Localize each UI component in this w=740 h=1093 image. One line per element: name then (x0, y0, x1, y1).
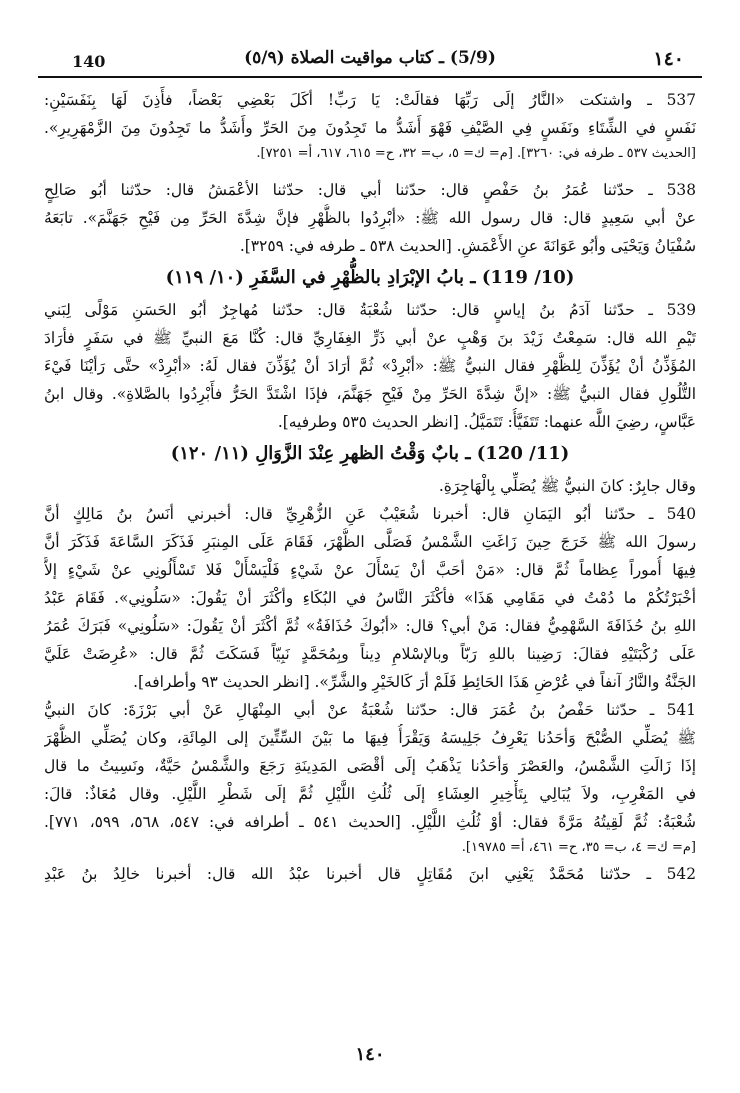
hadith-537-line-1: 537 ـ واشتكت «النَّارُ إلَى رَبِّهَا فقالَتْ: يَا رَبِّ! أكَلَ بَعْضِي بَعْضاً، فأَذِنَ لَهَا بِنَفَسَيْنِ: (44, 91, 696, 109)
page-number-latin: 140 (72, 52, 106, 71)
chapter-heading-119: (10/ 119) ـ بابُ الإبْرَادِ بالظُّهْرِ في السَّفَرِ (١٠/ ١١٩) (165, 267, 575, 288)
hadith-538-line-3: سُفْيَانُ وَيَحْيَى وأبُو عَوَانَةَ عنِ الأَعْمَشِ. [الحديث ٥٣٨ ـ طرفه في: ٣٢٥٩]. (239, 237, 696, 255)
hadith-541-reference: [م= ك= ٤، ب= ٣٥، ح= ٤٦١، أ= ١٩٧٨٥]. (461, 840, 696, 855)
hadith-542-line-1: 542 ـ حدّثنا مُحَمَّدٌ يَعْنِي ابنَ مُقَاتِلٍ قال أخبرنا عبْدُ الله قال: أخبرنا خالِدُ بنُ عَبْدِ (44, 865, 696, 883)
hadith-540-line-1: 540 ـ حدّثنا أبُو اليَمَانِ قال: أخبرنا شُعَيْبٌ عَنِ الزُّهْرِيِّ قال: أخبرني أنَسُ بنُ مَالِكٍ أنَّ (44, 505, 696, 523)
hadith-537-reference: [الحديث ٥٣٧ ـ طرفه في: ٣٢٦٠]. [م= ك= ٥، ب= ٣٢، ح= ٦١٥، ٦١٧، أ= ٧٢٥١]. (256, 146, 696, 161)
hadith-540-line-2: رسولَ الله ﷺ خَرَجَ حِينَ زَاغَتِ الشَّمْسُ فَصَلَّى الظُّهْرَ، فَقَامَ عَلَى المِنبَرِ فَذَكَرَ السَّاعَةَ فَذَكَرَ أنَّ (44, 533, 696, 551)
hadith-541-line-3: إذَا زَالَتِ الشَّمْسُ، والعَصْرَ وَأحَدُنا يَذْهَبُ إلَى أقْصَى المَدِينَةِ رَجَعَ والشَّمْسُ حَيَّةٌ، ونَسِيتُ ما قال (44, 757, 696, 775)
jabir-note: وقال جابِرٌ: كانَ النبيُّ ﷺ يُصَلِّي بِالْهَاجِرَةِ. (438, 477, 696, 495)
hadith-541-line-5: شُعْبَةُ: ثُمَّ لَقِيتُهُ مَرَّةً فقال: أوْ ثُلُثِ اللَّيْلِ. [الحديث ٥٤١ ـ أطرافه في: ٥٤٧، ٥٦٨، ٥٩٩، ٧٧١]. (44, 813, 696, 831)
page-number-arabic: ١٤٠ (653, 48, 684, 70)
hadith-540-line-6: عَلَى رُكْبَتَيْهِ فقالَ: رَضِينا باللهِ رَبّاً وبالإسْلامِ دِيناً وبِمُحَمَّدٍ نَبِيّاً فَسَكَتَ ثُمَّ قال: «عُرِضَتْ عَلَيَّ (44, 645, 696, 663)
hadith-540-line-7: الجَنَّةُ والنَّارُ آنفاً في عُرْضِ هَذَا الحَائِطِ فَلَمْ أرَ كَالخَيْرِ والشَّرِّ». [انظر الحديث ٩٣ وأطرافه]. (133, 673, 696, 691)
hadith-539-line-4: التُّلُولِ فقال النبيُّ ﷺ: «إنَّ شِدَّةَ الحَرِّ مِنْ فَيْحِ جَهَنَّمَ، فإذَا اشْتَدَّ الحَرُّ فأَبْرِدُوا بالصَّلاةِ». وقال ابنُ (44, 385, 696, 403)
footer-page-number: ١٤٠ (355, 1044, 385, 1065)
hadith-541-line-4: في المَغْرِبِ، ولاَ يُبَالِي بِتَأْخِيرِ العِشَاءِ إلَى ثُلُثِ اللَّيْلِ ثُمَّ إلَى شَطْرِ اللَّيْلِ. وقال مُعَاذٌ: قالَ: (44, 785, 696, 803)
hadith-541-line-2: ﷺ يُصَلِّي الصُّبْحَ وَأحَدُنا يَعْرِفُ جَلِيسَهُ وَيَقْرَأُ فِيهَا ما بَيْنَ السِّتِّينَ إلى المِائَةِ، وكان يُصَلِّي الظُّهْرَ (44, 729, 696, 747)
hadith-538-line-1: 538 ـ حدّثنا عُمَرُ بنُ حَفْصٍ قال: حدّثنا أبي قال: حدّثنا الأعْمَشُ قال: حدّثنا أبُو صَالِحٍ (44, 181, 696, 199)
hadith-539-line-2: تَيْمِ الله قال: سَمِعْتُ زَيْدَ بنَ وَهْبٍ عنْ أبي ذَرٍّ الغِفَارِيِّ قال: كُنَّا مَعَ النبيِّ ﷺ في سَفَرٍ فأرَادَ (44, 329, 696, 347)
hadith-539-line-3: المُؤَذِّنُ أنْ يُؤَذِّنَ لِلظُّهْرِ فقال النبيُّ ﷺ: «أبْرِدْ» ثُمَّ أرَادَ أنْ يُؤَذِّنَ فقال لَهُ: «أبْرِدْ» حتَّى رَأيْنَا فَيْءَ (44, 357, 696, 375)
page-header (38, 44, 702, 74)
page-body (44, 86, 696, 1029)
hadith-538-line-2: عنْ أبي سَعِيدٍ قال: قال رسول الله ﷺ: «أبْرِدُوا بالظُّهْرِ فإنَّ شِدَّةَ الحَرِّ مِن فَيْحِ جَهَنَّمَ». تابَعَهُ (44, 209, 696, 227)
hadith-540-line-5: اللهِ بنُ حُذَافَةَ السَّهْمِيُّ فقال: مَنْ أبي؟ قال: «أبُوكَ حُذَافَةُ» ثُمَّ أكْثَرَ أنْ يَقُولَ: «سَلُونِي» فَبَرَكَ عُمَرُ (44, 617, 696, 635)
hadith-541-line-1: 541 ـ حدّثنا حَفْصُ بنُ عُمَرَ قال: حدّثنا شُعْبَةُ عنْ أبي المِنْهَالِ عَنْ أبي بَرْزَةَ: كانَ النبيُّ (44, 701, 696, 719)
hadith-540-line-4: أخْبَرْتُكُمْ ما دُمْتُ في مَقَامِي هَذَا» فأكْثَرَ النَّاسُ في البُكَاءِ وأكْثَرَ أنْ يَقُولَ: «سَلُونِي». فَقَامَ عَبْدُ (44, 589, 696, 607)
hadith-537-line-2: نَفَسٍ في الشِّتَاءِ ونَفَسٍ فِي الصَّيْفِ فَهْوَ أَشَدُّ ما تَجِدُونَ مِنَ الحَرِّ وأَشَدُّ ما تَجِدُونَ مِنَ الزَّمْهَرِيرِ». (44, 119, 696, 137)
chapter-heading-120: (11/ 120) ـ بابٌ وَقْتُ الظهرِ عِنْدَ الزَّوَالِ (١١/ ١٢٠) (170, 443, 570, 464)
hadith-539-line-1: 539 ـ حدّثنا آدَمُ بنُ إياسٍ قال: حدّثنا شُعْبَةُ قال: حدّثنا مُهاجِرٌ أبُو الحَسَنِ مَوْلًى لِبَني (44, 301, 696, 319)
hadith-539-line-5: عَبَّاسٍ، رضِيَ اللَّه عنهما: تَتَفَيَّأُ: تَتَمَيَّلُ. [انظر الحديث ٥٣٥ وطرفيه]. (277, 413, 696, 431)
hadith-540-line-3: فِيهَا أُموراً عِظاماً ثُمَّ قال: «مَنْ أحَبَّ أنْ يَسْأَلَ عنْ شَيْءٍ فَلْيَسْأَلْ فَلا تَسْأَلُونِي عنْ شَيْءٍ إلاَّ (44, 561, 696, 579)
header-divider (38, 76, 702, 78)
running-title: (5/9) ـ كتاب مواقيت الصلاة (٥/٩) (244, 48, 496, 68)
